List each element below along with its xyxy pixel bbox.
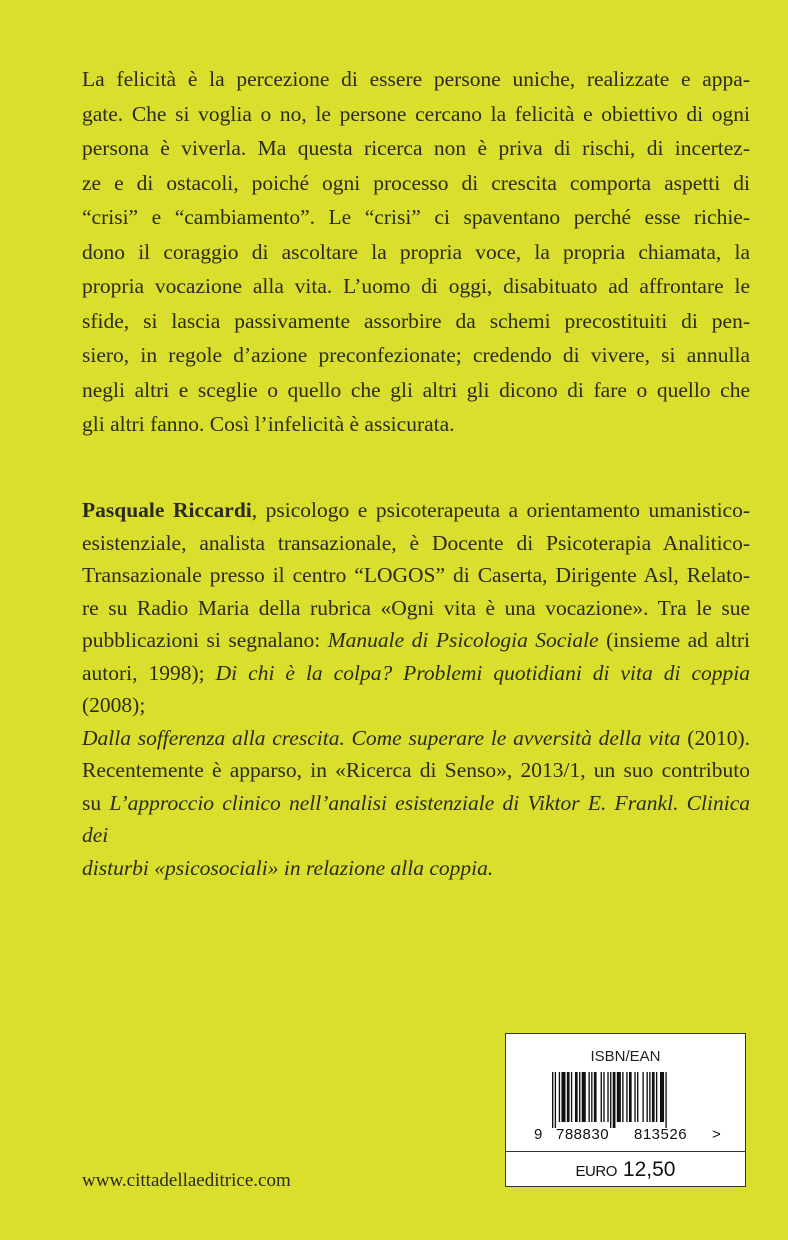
blurb-line: dono il coraggio di ascoltare la propria voce, la propria chiamata, la [82, 239, 750, 264]
barcode-bar [567, 1072, 570, 1122]
barcode-bar [629, 1072, 632, 1122]
bio-line [82, 852, 750, 885]
barcode-bar [647, 1072, 648, 1122]
bio-line: Transazionale presso il centro “LOGOS” di Caserta, Dirigente Asl, Relato- [82, 563, 750, 587]
bio-line: su L’approccio clinico nell’analisi esistenziale di Viktor E. Frankl. Clinica dei [82, 790, 750, 847]
article-title: disturbi «psicosociali» in relazione alla coppia. [82, 855, 494, 880]
barcode-bar [656, 1072, 657, 1122]
barcode-bar [555, 1072, 556, 1128]
barcode-bar [561, 1072, 565, 1122]
barcode-bar [571, 1072, 572, 1122]
barcode-bar [626, 1072, 627, 1122]
bio-line: Pasquale Riccardi, psicologo e psicoterapeuta a orientamento umanistico- [82, 498, 750, 522]
barcode-bar [642, 1072, 643, 1122]
article-title: L’approccio clinico nell’analisi esistenziale di Viktor E. Frankl. Clinica dei [82, 790, 750, 847]
price-currency: EURO [575, 1163, 617, 1180]
blurb-line: gli altri fanno. Così l’infelicità è assicurata. [82, 412, 455, 436]
isbn-barcode-box [505, 1033, 746, 1187]
book-title: Di chi è la colpa? Problemi quotidiani di vita di coppia [215, 660, 750, 685]
barcode-bar [622, 1072, 623, 1122]
barcode-bar [575, 1072, 578, 1122]
barcode-bar [594, 1072, 597, 1122]
bio-line: esistenziale, analista transazionale, è Docente di Psicoterapia Analitico- [82, 530, 750, 555]
barcode-bar [603, 1072, 604, 1122]
blurb-line: ze e di ostacoli, poiché ogni processo di crescita comporta aspetti di [82, 170, 750, 195]
barcode-bar [582, 1072, 586, 1122]
bio-line: pubblicazioni si segnalano: Manuale di Psicologia Sociale (insieme ad altri [82, 628, 750, 652]
barcode-bar [552, 1072, 553, 1128]
barcode-bar [652, 1072, 655, 1122]
barcode-icon [552, 1072, 712, 1128]
barcode-bar [649, 1072, 650, 1122]
blurb-line: gate. Che si voglia o no, le persone cercano la felicità e obiettivo di ogni [82, 101, 750, 126]
barcode-bar [634, 1072, 635, 1122]
barcode-bar [665, 1072, 666, 1128]
price [506, 1158, 745, 1182]
blurb-line: La felicità è la percezione di essere persone uniche, realizzate e appa- [82, 67, 750, 91]
barcode-bar [559, 1072, 560, 1122]
isbn-label: ISBN/EAN [590, 1048, 661, 1065]
blurb-line: “crisi” e “cambiamento”. Le “crisi” ci spaventano perché esse richie- [82, 205, 750, 229]
barcode-digit-group-left: 788830 [556, 1126, 610, 1143]
barcode-bar [610, 1072, 611, 1128]
barcode-bar [601, 1072, 602, 1122]
barcode-digit-group-right: 813526 [634, 1126, 688, 1143]
barcode-bar [660, 1072, 664, 1122]
blurb-line: siero, in regole d’azione preconfezionate; credendo di vivere, si annulla [82, 343, 750, 367]
price-amount: 12,50 [622, 1158, 676, 1181]
barcode-digit-arrow: > [712, 1126, 722, 1143]
blurb-line: propria vocazione alla vita. L’uomo di oggi, disabituato ad affrontare le [82, 274, 750, 298]
bio-line: autori, 1998); Di chi è la colpa? Problemi quotidiani di vita di coppia (2008); [82, 660, 750, 717]
book-title: Dalla sofferenza alla crescita. Come superare le avversità della vita [82, 725, 681, 750]
barcode-bar [588, 1072, 589, 1122]
barcode-bar [637, 1072, 638, 1122]
price-divider [506, 1151, 745, 1152]
bio-line: re su Radio Maria della rubrica «Ogni vita è una vocazione». Tra le sue [82, 595, 750, 620]
publisher-website[interactable]: www.cittadellaeditrice.com [82, 1170, 291, 1191]
barcode-digit-lead: 9 [534, 1126, 543, 1143]
barcode-bar [607, 1072, 608, 1122]
bio-line: Dalla sofferenza alla crescita. Come superare le avversità della vita (2010). [82, 725, 750, 750]
author-bio [82, 494, 750, 884]
barcode-bar [591, 1072, 592, 1122]
bio-line: Recentemente è apparso, in «Ricerca di Senso», 2013/1, un suo contributo [82, 758, 750, 782]
author-name: Pasquale Riccardi [82, 498, 252, 522]
book-title: Manuale di Psicologia Sociale [327, 628, 599, 652]
cover-blurb [82, 62, 750, 442]
blurb-line: negli altri e sceglie o quello che gli altri gli dicono di fare o quello che [82, 377, 750, 402]
barcode-bar [617, 1072, 621, 1122]
barcode-bar [579, 1072, 580, 1122]
blurb-line: persona è viverla. Ma questa ricerca non è priva di rischi, di incertez- [82, 136, 750, 160]
barcode-bar [613, 1072, 616, 1128]
blurb-line: sfide, si lascia passivamente assorbire da schemi precostituiti di pen- [82, 308, 750, 333]
